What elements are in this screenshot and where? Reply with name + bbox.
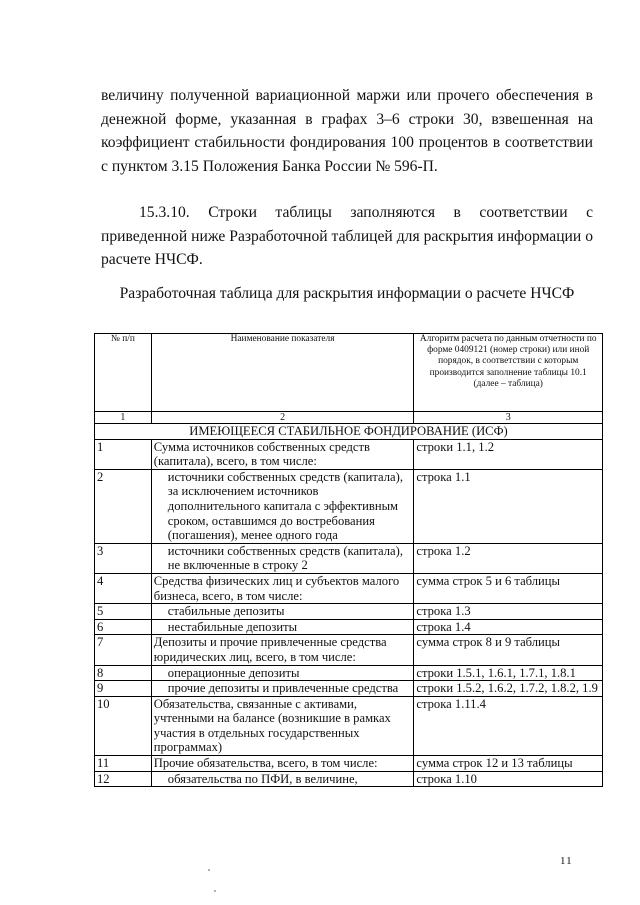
table-row xyxy=(95,469,603,543)
row-number: 8 xyxy=(95,665,152,681)
row-name: Прочие обязательства, всего, в том числе: xyxy=(151,756,414,772)
row-number: 9 xyxy=(95,681,152,697)
row-name: прочие депозиты и привлеченные средства xyxy=(151,681,414,697)
scan-speck xyxy=(214,890,216,892)
row-algorithm: строки 1.5.2, 1.6.2, 1.7.2, 1.8.2, 1.9 xyxy=(414,681,603,697)
row-algorithm: строка 1.2 xyxy=(414,543,603,573)
row-algorithm: строка 1.1 xyxy=(414,469,603,543)
row-name: Средства физических лиц и субъектов малого бизнеса, всего, в том числе: xyxy=(151,573,414,603)
table-row xyxy=(95,604,603,620)
section-title: ИМЕЮЩЕЕСЯ СТАБИЛЬНОЕ ФОНДИРОВАНИЕ (ИСФ) xyxy=(95,424,603,440)
row-number: 6 xyxy=(95,619,152,635)
scan-speck xyxy=(208,869,210,871)
table-row xyxy=(95,771,603,787)
row-number: 7 xyxy=(95,635,152,665)
column-number: 1 xyxy=(95,412,152,424)
table-row xyxy=(95,756,603,772)
column-number: 2 xyxy=(151,412,414,424)
row-number: 2 xyxy=(95,469,152,543)
paragraph-continuation: величину полученной вариационной маржи или прочего обеспечения в денежной форме, указанная в графах 3–6 строки 30, взвешенная на коэффициент стабильности фондирования 100 процентов в соответствии с пунктом 3.15 Положения Банка России № 596-П. xyxy=(101,87,593,175)
row-name: операционные депозиты xyxy=(151,665,414,681)
row-number: 4 xyxy=(95,573,152,603)
row-name: источники собственных средств (капитала), за исключением источников дополнительного капитала с эффективным сроком, оставшимся до востребования (погашения), менее одного года xyxy=(151,469,414,543)
header-number: № п/п xyxy=(95,334,152,412)
table-row xyxy=(95,573,603,603)
row-number: 1 xyxy=(95,439,152,469)
header-indicator-name: Наименование показателя xyxy=(151,334,414,412)
table-caption: Разработочная таблица для раскрытия информации о расчете НЧСФ xyxy=(119,285,575,302)
table-header-row xyxy=(95,334,603,412)
row-number: 10 xyxy=(95,696,152,755)
header-algorithm: Алгоритм расчета по данным отчетности по форме 0409121 (номер строки) или иной порядок, в соответствии с которым производится заполнение таблицы 10.1 (далее – таблица) xyxy=(414,334,603,412)
column-number-row xyxy=(95,412,603,424)
row-name: Депозиты и прочие привлеченные средства юридических лиц, всего, в том числе: xyxy=(151,635,414,665)
row-algorithm: строки 1.5.1, 1.6.1, 1.7.1, 1.8.1 xyxy=(414,665,603,681)
page-number: 11 xyxy=(560,855,573,867)
row-name: Сумма источников собственных средств (капитала), всего, в том числе: xyxy=(151,439,414,469)
row-number: 11 xyxy=(95,756,152,772)
table-row xyxy=(95,635,603,665)
row-number: 3 xyxy=(95,543,152,573)
row-name: обязательства по ПФИ, в величине, xyxy=(151,771,414,787)
row-algorithm: сумма строк 5 и 6 таблицы xyxy=(414,573,603,603)
row-algorithm: строка 1.3 xyxy=(414,604,603,620)
row-name: стабильные депозиты xyxy=(151,604,414,620)
row-algorithm: строка 1.11.4 xyxy=(414,696,603,755)
table-row xyxy=(95,696,603,755)
paragraph-15-3-10: 15.3.10. Строки таблицы заполняются в соответствии с приведенной ниже Разработочной таблицей для раскрытия информации о расчете НЧСФ. xyxy=(101,204,593,269)
row-algorithm: строка 1.4 xyxy=(414,619,603,635)
section-row xyxy=(95,424,603,440)
table-row xyxy=(95,543,603,573)
column-number: 3 xyxy=(414,412,603,424)
table-row xyxy=(95,619,603,635)
table-row xyxy=(95,665,603,681)
row-name: источники собственных средств (капитала), не включенные в строку 2 xyxy=(151,543,414,573)
calculation-table xyxy=(94,333,603,787)
table-row xyxy=(95,439,603,469)
row-algorithm: сумма строк 12 и 13 таблицы xyxy=(414,756,603,772)
row-algorithm: строки 1.1, 1.2 xyxy=(414,439,603,469)
row-algorithm: строка 1.10 xyxy=(414,771,603,787)
row-name: Обязательства, связанные с активами, учтенными на балансе (возникшие в рамках участия в отдельных государственных программах) xyxy=(151,696,414,755)
row-algorithm: сумма строк 8 и 9 таблицы xyxy=(414,635,603,665)
row-name: нестабильные депозиты xyxy=(151,619,414,635)
row-number: 12 xyxy=(95,771,152,787)
row-number: 5 xyxy=(95,604,152,620)
table-row xyxy=(95,681,603,697)
